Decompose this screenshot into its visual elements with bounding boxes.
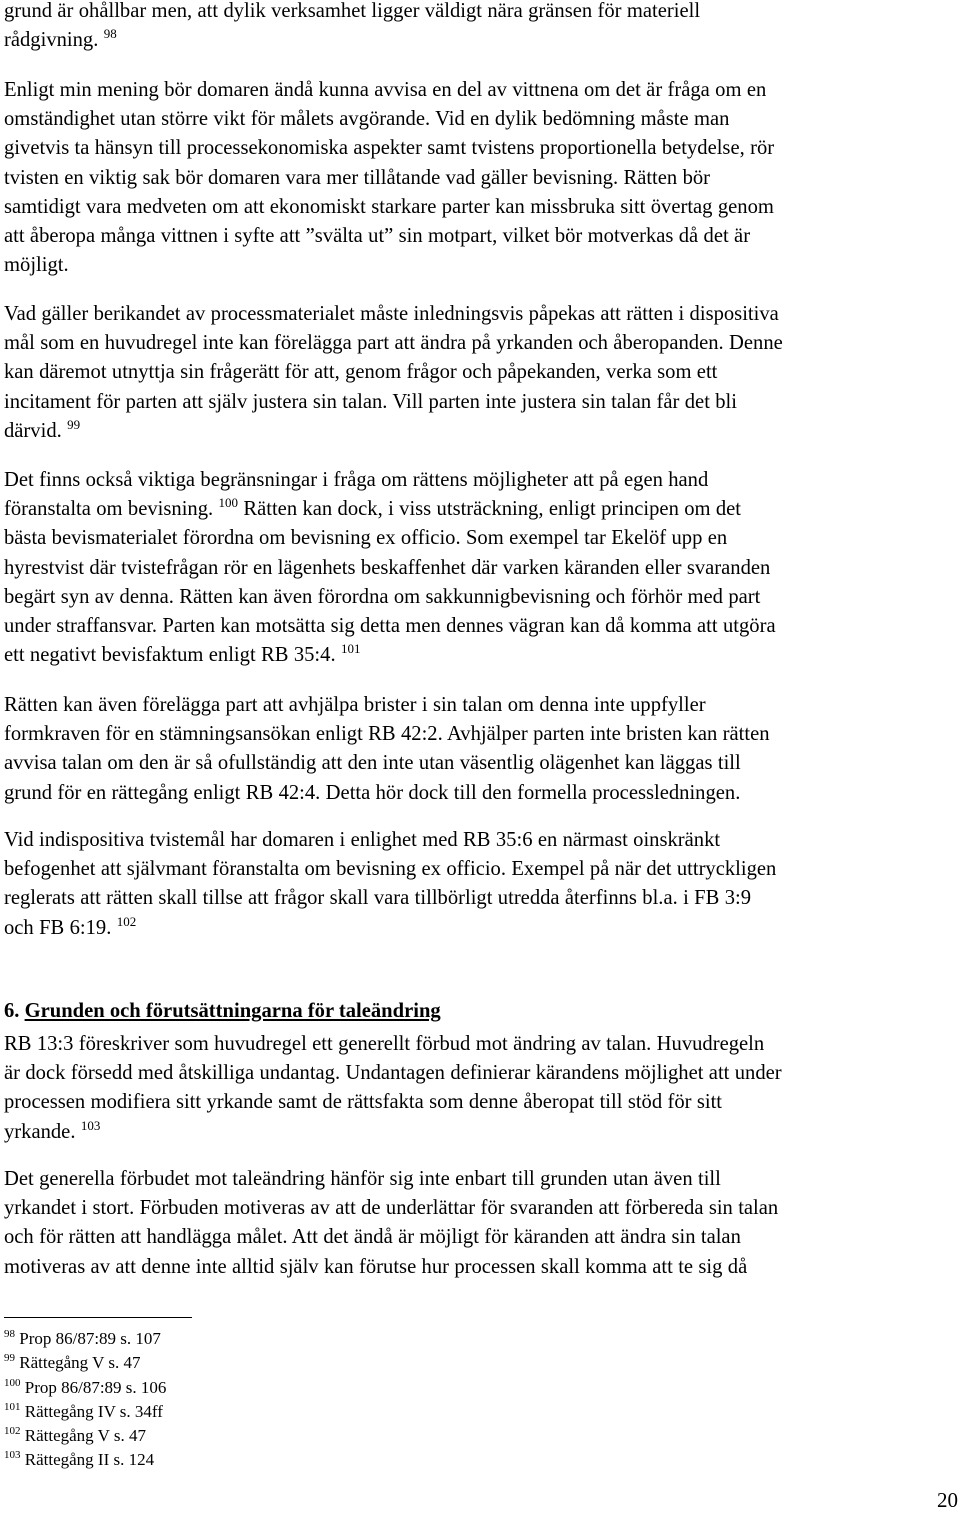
- footnote-list: [4, 1327, 166, 1473]
- paragraph-forelagga: [4, 691, 948, 808]
- footnote-item: [4, 1448, 166, 1472]
- text-line: [4, 358, 948, 387]
- text-run: begärt syn av denna. Rätten kan även förordna om sakkunnigbevisning och förhör med part: [4, 585, 761, 608]
- paragraph-begransningar: [4, 466, 948, 670]
- text-line: [4, 1223, 948, 1252]
- footnote-reference[interactable]: 102: [116, 913, 137, 929]
- text-run: samtidigt vara medveten om att ekonomiskt starkare parter kan missbruka sitt övertag genom: [4, 195, 774, 218]
- text-line: [4, 417, 948, 446]
- text-run: ett negativt bevisfaktum enligt RB 35:4.: [4, 644, 341, 667]
- text-run: Rätten kan även förelägga part att avhjälpa brister i sin talan om denna inte uppfyller: [4, 694, 706, 716]
- footnote-text: Rättegång IV s. 34ff: [20, 1401, 163, 1421]
- footnote-number: 99: [4, 1352, 15, 1365]
- text-run: och FB 6:19.: [4, 916, 117, 939]
- text-run: yrkande.: [4, 1120, 81, 1143]
- text-line: [4, 329, 948, 358]
- text-run: processen modifiera sitt yrkande samt de rättsfakta som denne åberopat till stöd för sitt: [4, 1091, 723, 1114]
- text-run: motiveras av att denne inte alltid själv kan förutse hur processen skall komma att te sig då: [4, 1255, 748, 1278]
- section-number: 6.: [4, 1000, 25, 1022]
- text-line: [4, 222, 948, 251]
- text-line: [4, 749, 948, 778]
- text-run: givetvis ta hänsyn till processekonomiska aspekter samt tvistens proportionella betydelse, rör: [4, 137, 775, 160]
- paragraph-indispositiva: [4, 826, 948, 943]
- page-number: 20: [937, 1488, 958, 1512]
- text-line: [4, 0, 948, 26]
- paragraph-rb-13-3: [4, 1030, 948, 1147]
- text-line: [4, 251, 948, 280]
- paragraph-berikandet: [4, 300, 948, 446]
- text-run: grund är ohållbar men, att dylik verksamhet ligger väldigt nära gränsen för materiell: [4, 0, 701, 22]
- paragraph-avvisa-vittnen: [4, 76, 948, 280]
- text-line: [4, 641, 948, 670]
- footnote-number: 101: [4, 1400, 21, 1413]
- text-run: är dock försedd med åtskilliga undantag. Undantagen definierar kärandens möjlighet att under: [4, 1062, 782, 1085]
- text-line: [4, 1088, 948, 1117]
- footnote-item: [4, 1376, 166, 1400]
- text-run: och för rätten att handlägga målet. Att det ändå är möjligt för käranden att ändra sin talan: [4, 1226, 741, 1249]
- text-run: yrkandet i stort. Förbuden motiveras av att de underlättar för svaranden att förbereda sin talan: [4, 1197, 779, 1220]
- text-line: [4, 1030, 948, 1059]
- footnote-number: 98: [4, 1328, 15, 1340]
- footnote-text: Rättegång V s. 47: [20, 1426, 146, 1446]
- text-line: [4, 164, 948, 193]
- text-line: [4, 193, 948, 222]
- text-line: [4, 134, 948, 163]
- paragraph-generella-forbudet: [4, 1165, 948, 1282]
- footnote-item: [4, 1424, 166, 1448]
- footnote-separator: [4, 1317, 192, 1318]
- text-line: [4, 1059, 948, 1088]
- text-run: Vad gäller berikandet av processmaterialet måste inledningsvis påpekas att rätten i dispositiva: [4, 303, 779, 325]
- text-line: [4, 691, 948, 720]
- text-line: [4, 826, 948, 855]
- footnote-number: 100: [4, 1376, 21, 1389]
- section-title: Grunden och förutsättningarna för taleändring: [24, 1000, 441, 1022]
- footnote-text: Prop 86/87:89 s. 107: [15, 1329, 161, 1348]
- text-run: formkraven för en stämningsansökan enligt RB 42:2. Avhjälper parten inte bristen kan rätten: [4, 723, 770, 746]
- text-run: tvisten en viktig sak bör domaren vara mer tillåtande vad gäller bevisning. Rätten bör: [4, 166, 711, 189]
- text-run: Enligt min mening bör domaren ändå kunna avvisa en del av vittnena om det är fråga om en: [4, 79, 767, 101]
- text-run: incitament för parten att själv justera sin talan. Vill parten inte justera sin talan får det bli: [4, 390, 738, 413]
- text-run: Rätten kan dock, i viss utsträckning, enligt principen om det: [238, 498, 742, 521]
- text-line: [4, 1165, 948, 1194]
- text-line: [4, 1194, 948, 1223]
- text-line: [4, 612, 948, 641]
- footnote-number: 103: [4, 1449, 21, 1462]
- text-run: avvisa talan om den är så ofullständig att den inte utan väsentlig olägenhet kan läggas till: [4, 752, 741, 775]
- footnote-text: Prop 86/87:89 s. 106: [20, 1377, 167, 1397]
- footnote-reference[interactable]: 101: [340, 641, 361, 657]
- footnote-reference[interactable]: 103: [80, 1117, 101, 1133]
- text-line: [4, 1253, 948, 1282]
- paragraph-ohallbar: [4, 0, 948, 55]
- footnote-reference[interactable]: 99: [67, 416, 81, 432]
- footnote-reference[interactable]: 100: [218, 495, 239, 511]
- text-run: befogenhet att självmant föranstalta om bevisning ex officio. Exempel på när det uttryckligen: [4, 858, 777, 881]
- text-run: hyrestvist där tvistefrågan rör en lägenhets beskaffenhet där varken käranden eller svaranden: [4, 556, 771, 579]
- text-run: reglerats att rätten skall tillse att frågor skall vara tillbörligt utredda återfinns bl.a. i FB 3:9: [4, 887, 752, 910]
- text-run: bästa bevismaterialet förordna om bevisning ex officio. Som exempel tar Ekelöf upp en: [4, 527, 728, 550]
- text-run: grund för en rättegång enligt RB 42:4. Detta hör dock till den formella processledningen.: [4, 781, 741, 804]
- text-line: [4, 1118, 948, 1147]
- footnote-item: [4, 1327, 166, 1351]
- text-run: under straffansvar. Parten kan motsätta sig detta men dennes vägran kan då komma att utgöra: [4, 615, 776, 638]
- footnote-item: [4, 1400, 166, 1424]
- text-run: mål som en huvudregel inte kan förelägga part att ändra på yrkanden och åberopanden. Denne: [4, 332, 783, 355]
- text-line: [4, 105, 948, 134]
- text-run: Det generella förbudet mot taleändring hänför sig inte enbart till grunden utan även till: [4, 1168, 721, 1190]
- text-line: [4, 554, 948, 583]
- text-line: [4, 466, 948, 495]
- footnote-item: [4, 1351, 166, 1375]
- text-run: möjligt.: [4, 254, 69, 277]
- text-run: Vid indispositiva tvistemål har domaren i enlighet med RB 35:6 en närmast oinskränkt: [4, 829, 721, 851]
- text-line: [4, 26, 948, 55]
- text-line: [4, 583, 948, 612]
- footnote-text: Rättegång II s. 124: [20, 1450, 155, 1470]
- text-run: att åberopa många vittnen i syfte att ”svälta ut” sin motpart, vilket bör motverkas då det är: [4, 225, 751, 248]
- section-heading: [4, 997, 441, 1026]
- text-line: [4, 855, 948, 884]
- text-run: rådgivning.: [4, 29, 104, 52]
- text-line: [4, 884, 948, 913]
- text-run: kan däremot utnyttja sin frågerätt för att, genom frågor och påpekanden, verka som ett: [4, 361, 718, 384]
- text-run: Det finns också viktiga begränsningar i fråga om rättens möjligheter att på egen hand: [4, 469, 709, 491]
- text-run: föranstalta om bevisning.: [4, 498, 219, 521]
- text-line: [4, 720, 948, 749]
- text-line: [4, 495, 948, 524]
- footnote-reference[interactable]: 98: [103, 26, 117, 42]
- text-line: [4, 779, 948, 808]
- text-run: RB 13:3 föreskriver som huvudregel ett generellt förbud mot ändring av talan. Huvudregeln: [4, 1033, 765, 1055]
- footnote-number: 102: [4, 1425, 21, 1438]
- text-run: omständighet utan större vikt för målets avgörande. Vid en dylik bedömning måste man: [4, 108, 730, 131]
- text-line: [4, 388, 948, 417]
- text-line: [4, 76, 948, 105]
- text-run: därvid.: [4, 419, 68, 442]
- text-line: [4, 914, 948, 943]
- footnote-text: Rättegång V s. 47: [15, 1353, 141, 1373]
- text-line: [4, 300, 948, 329]
- text-line: [4, 524, 948, 553]
